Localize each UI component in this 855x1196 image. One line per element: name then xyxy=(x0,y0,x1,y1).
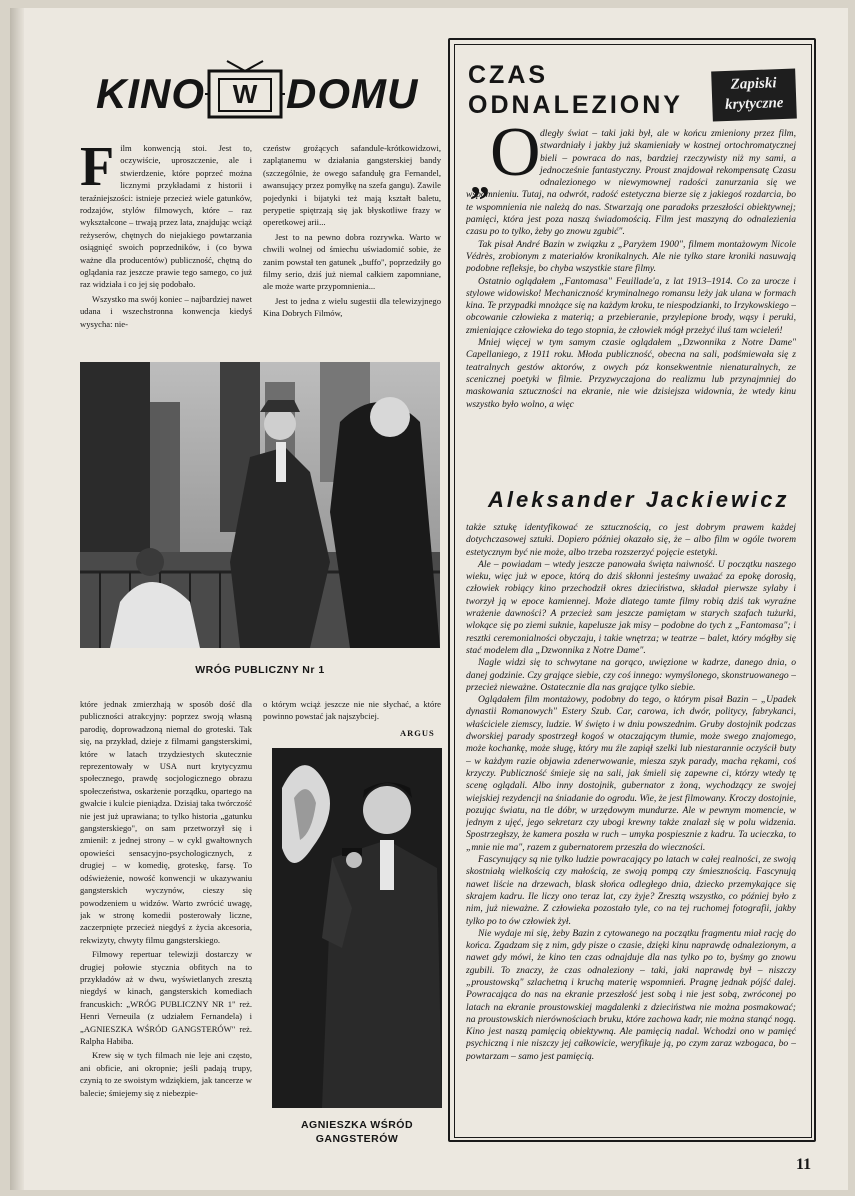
page-fold-shadow xyxy=(10,8,24,1190)
paragraph: także sztukę identyfikować ze sztucznością, co jest dobrym prawem każdej dotychczasowej sztuki. Dopiero później okazało się, że – albo film w ogóle tworem estetycznym być nie może, albo trzeba rozszerzyć pojęcie estetyki. xyxy=(466,522,796,558)
paragraph: Ale – powiadam – wtedy jeszcze panowała święta naiwność. U początku naszego wieku, więc już w epoce, którą do dziś skłonni jesteśmy uważać za epokę dorosłą, człowiek robiący kino przechodził okres dzieciństwa, składał pierwsze sylaby i tworzył ją w epoce kamiennej. Może dlatego tamte filmy robią dziś tak wyraźne wrażenie dawności? A przecież sam jeszcze pamiętam w starych szafach tużurki, wlokące się po ziemi suknie, kapelusze jak misy – podobne do tych z „Fantomasa"; i resztki ceremonialności obyczaju, i takie wnętrza; w teatrze – balet, który mógłby się stać modelem dla „Dzwonnika z Notre Dame". xyxy=(466,558,796,656)
masthead-kino-w-domu xyxy=(90,55,420,125)
page-number: 11 xyxy=(796,1156,812,1173)
paragraph: Ostatnio oglądałem „Fantomasa" Feuillade'a, z lat 1913–1914. Co za urocze i stylowe widowisko! Mechaniczność kryminalnego romansu leży jak ulana w formach kina. Te przypadki mnożące się na każdym kroku, te niespodzianki, to Irzykowskiego – obcowanie człowieka z materią; a przebieranie, przylepione brody, wąsy i peruki, zmieniające człowieka do tego stopnia, że człowiek mógł przeżyć iluś tam wcieleń! xyxy=(466,275,796,336)
photo-agnieszka xyxy=(272,748,442,1108)
left-article-col-b xyxy=(263,142,441,352)
right-article-lower-text xyxy=(466,522,796,1127)
opening-quote-mark: „ xyxy=(470,157,490,202)
initial-letter-spacer xyxy=(466,128,540,184)
photo2-caption-line2: GANGSTERÓW xyxy=(315,1133,399,1145)
paragraph: Jest to jedna z wielu sugestii dla telewizyjnego Kina Dobrych Filmów, xyxy=(263,295,441,319)
photo2-caption xyxy=(272,1118,442,1146)
badge-line1: Zapiski xyxy=(730,75,777,93)
article-signature: ARGUS xyxy=(400,728,435,738)
paragraph: Tak pisał André Bazin w związku z „Paryżem 1900", filmem montażowym Nicole Védrès, zrobionym z materiałów kronikalnych. Ale nie tylko stare kroniki nasuwają podobne refleksje, bo chyba wszystkie stare filmy. xyxy=(466,238,796,275)
masthead-kino: KINO xyxy=(96,70,205,117)
paragraph: Filmowy repertuar telewizji dostarczy w drugiej połowie stycznia obfitych na to przykładów aż w dwu, wyświetlanych zresztą niegdyś w kinach, gangsterskich komediach francuskich: „WRÓG PUBLICZNY NR 1" reż. Henri Verneuila (z udziałem Fernandela) i „AGNIESZKA WŚRÓD GANGSTERÓW" reż. Ralpha Habiba. xyxy=(80,949,252,1046)
paragraph: Oglądałem film montażowy, podobny do tego, o którym pisał Bazin – „Upadek dynastii Romanowych" Estery Szub. Car, carowa, ich dwór, politycy, fabrykanci, właściciele ziemscy, ludzie. W święto i w dniu powszednim. Gruby dostojnik podczas dworskiej parady spostrzegł kogoś w otaczającym tłumie, może swego znajomego, może kochankę, może sługę, który mu źle zapiął szelki lub niestarannie oczyścił buty – w każdym razie objawia zdenerwowanie, miesza szyk parady, macha rękami, coś krzyczy. Publiczność śmieje się na sali, jak śmieli się zapewne ci, którzy wtedy tę scenę oglądali. Albo inny dostojnik, gubernator z żoną, wychodzący ze swojej wiejskiej rezydencji na śniadanie do ogrodu. Wie, że jest filmowany. Kroczy dostojnie, pozując światu, na tle dóbr, w urzędowym mundurze. Ale w pewnym momencie, w jednym z ujęć, jego sekretarz czy ubogi krewny także znalazł się w polu widzenia. Spostrzegłszy, że kamera poszła w ruch – umyka pospiesznie z kadru. Ta ucieczka, to „mnie nie ma", razem z gubernatorem przeszła do wieczności. xyxy=(466,694,796,853)
photo-agnieszka-image xyxy=(272,748,442,1108)
paragraph: Nie wydaje mi się, żeby Bazin z cytowanego na początku fragmentu miał rację do końca. Zgadzam się z nim, gdy pisze o czasie, dzięki kinu naprawdę odnalezionym, a nawet gdy mówi, że kino ten czas odnajduje dla nas tylko po to, byśmy go znowu zgubili. To znaczy, że czas odnaleziony – taki, jaki naprawdę był – niszczy „proustowską" szlachetną i kruchą materię wspomnień. Pragnę jednak pójść dalej. Powracająca do nas na ekranie przeszłość jest sobą i nie jest sobą, zwróconej po latach na ekranie proustowskiej magdalenki z dzieciństwa nie można posmakować; na proustowskich nierównościach bruku, które zachowa kadr, nie można stanąć nogą. Kino jest naszą pamięcią obiektywną. Ale pamięcią nadal. Wchodzi ono w pamięć psychiczną i nie niszczy jej całkowicie, weryfikuje ją, po czym zaraz wzbogaca, bo – powtarzam – samo jest pamięcią. xyxy=(466,927,796,1062)
masthead-w: W xyxy=(232,79,258,109)
zapiski-krytyczne-badge xyxy=(711,69,797,122)
paragraph: Wszystko ma swój koniec – najbardziej nawet udana i wszechstronna konwencja kiedyś wysycha: nie- xyxy=(80,293,252,329)
right-article-upper-text xyxy=(466,128,796,473)
initial-letter: O xyxy=(490,114,541,191)
left-article-col-a xyxy=(80,142,252,352)
paragraph: Nagle widzi się to schwytane na gorąco, uwięzione w kadrze, danego dnia, o danej godzinie. Czy grające siebie, czy coś innego: wymyślonego, skonstruowanego – przecież nieważne. Ostatecznie dla nas grające tylko siebie. xyxy=(466,657,796,693)
paragraph: ilm konwencją stoi. Jest to, oczywiście, uproszczenie, ale i stwierdzenie, które poprzeć można licznymi przykładami z historii i teraźniejszości: istnieje przecież wiele gatunków, rodzajów, stylów filmowych, które – raz wykształcone – trwają przez lata, znajdując wciąż reżyserów, chętnych do niejakiego powtarzania osiągnięć swoich poprzedników, i (co bywa ważne dla producentów) publiczność, chętną do oglądania raz jeszcze prawie tego samego, co już raz widziała i co jej się podobało. xyxy=(80,143,252,290)
paragraph: Mniej więcej w tym samym czasie oglądałem „Dzwonnika z Notre Dame" Capellaniego, z 1911 roku. Młoda publiczność, obecna na sali, podśmiewała się z teatralnych gestów aktorów, z owych póz konsekwentnie nienaturalnych, ze scenicznej poetyki w filmie. Przyzwyczajona do realizmu lub przynajmniej do maskowania sztuczności na ekranie, nie wie dzisiejsza widownia, że wtedy kinu wszystko było wolno, a więc xyxy=(466,337,796,410)
left-article-col-c xyxy=(80,698,252,1144)
paragraph: Jest to na pewno dobra rozrywka. Warto w chwili wolnej od śmiechu uświadomić sobie, że zanim powstał ten gatunek „buffo", poprzedziły go filmy serio, dziś już niemal całkiem zapomniane, ale może warte przypomnienia... xyxy=(263,231,441,292)
headline-line2: ODNALEZIONY xyxy=(468,91,683,119)
paragraph: czeństw groźących safandule-krótkowidzowi, zaplątanemu w działania gangsterskiej bandy (szczególnie, że owego safandułę gra Fernandel, awansujący przez pomyłkę na szefa gangu). Zawile pojedynki i bijatyki też mają kształt baletu, perypetie spiętrzają się jak błyskotliwe frazy w operetkowej arii... xyxy=(263,143,441,228)
photo1-caption: WRÓG PUBLICZNY Nr 1 xyxy=(195,664,325,676)
paragraph: które jednak zmierzhają w sposób dość dla publiczności atrakcyjny: poprzez swoją własną parodię, doprowadzoną niemal do groteski. Tak się, na przykład, dzieje z filmami gangsterskimi, które w latach trzydziestych skutecznie reprezentowały w USA nurt krytycyzmu społecznego, prawdę socjologicznego obrazu społeczeństwa, oskarżenie porządku, opartego na gwałcie i kulcie pieniądza. Dzisiaj taka twórczość nie jest już uprawiana; to tylko historia „gatunku gangsterskiego", on sam przetworzył się i zmienił: z jednej strony – w cykl gwałtownych opowieści sensacyjno-psychologicznych, z drugiej – w komedię, groteskę, farsę. To odświeżenie, nowość konwencji w ukazywaniu gangsterskich wyczynów, cieszy się powodzeniem u widzów. Warto zwrócić uwagę, jak w stronę komedii posterowały liczne, zaczerpnięte przecież niegdyś z życia akcesoria, rekwizyty, chwyty filmu gangsterskiego. xyxy=(80,699,252,945)
photo-wrog-publiczny xyxy=(80,362,440,648)
paragraph: Fascynujący są nie tylko ludzie powracający po latach w całej realności, ze swoją skostniałą wielkością czy małością, ze swoją pompą czy śmiesznością. Fascynują nawet liście na drzewach, blask słońca odległego dnia, dziecko przemykające się skrajem kadru. Ile liczy ono teraz lat, czy żyje? Zresztą wszystko, co później było z nim, już nieważne. Z człowieka pozostało tyle, co na tej ruchomej fotografii, jakby tylko po to ów człowiek żył. xyxy=(466,854,796,927)
photo-wrog-publiczny-image xyxy=(80,362,440,648)
dropcap-letter: F xyxy=(80,142,115,198)
headline xyxy=(468,60,683,120)
author-name: Aleksander Jackiewicz xyxy=(488,487,790,512)
badge-line2: krytyczne xyxy=(724,94,784,114)
paragraph: dległy świat – taki jaki był, ale w końcu zmieniony przez film, stwardniały i jakby już skamieniały w kostnej ortochromatycznej bieli – powraca do nas, bardziej rzeczywisty niż my sami, a jednocześnie fantastyczny. Proust znajdował rekompensatę Czasu odnalezionego w niewymownej radości zanurzania się we wspomnieniu. Tutaj, na odwrót, radość estetyczna bierze się z jakiegoś rozdarcia, bo te wspomnienia nie należą do nas. Stwarzają one paradoks przeszłości obiektywnej; pamięci, która jest poza naszą świadomością. Film jest maszyną do odnalezienia czasu po to tylko, żeby go znowu zgubić". xyxy=(466,128,796,238)
masthead-domu: DOMU xyxy=(286,70,419,117)
headline-line1: CZAS xyxy=(468,61,549,89)
paragraph: Krew się w tych filmach nie leje ani często, ani obficie, ani okropnie; jeśli padają trupy, czynią to ze swoistym wdziękiem, jak tancerze w balecie; śmiejemy się z niebezpie- xyxy=(80,1050,252,1098)
photo2-caption-line1: AGNIESZKA WŚRÓD xyxy=(300,1119,414,1131)
paragraph: o którym wciąż jeszcze nie nie słychać, a które powinno powstać jak najszybciej. xyxy=(263,699,441,722)
